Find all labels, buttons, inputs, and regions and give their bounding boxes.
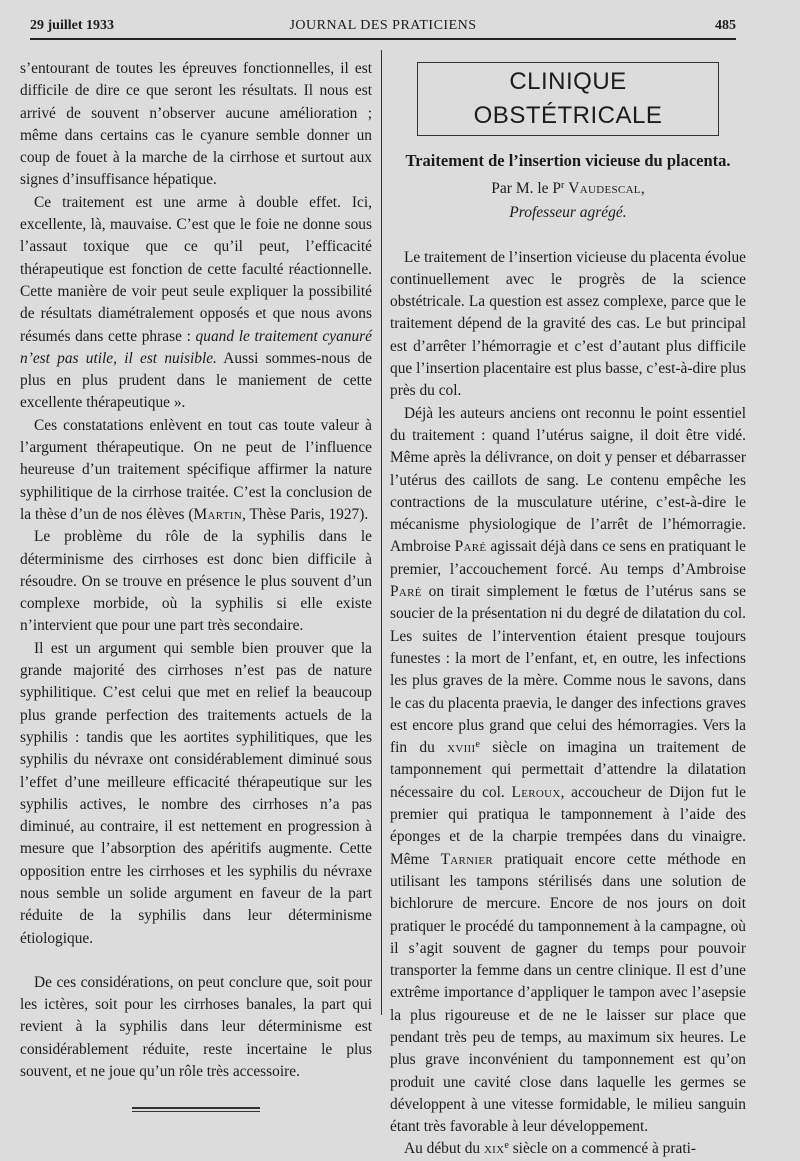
journal-title: JOURNAL DES PRATICIENS bbox=[289, 18, 477, 33]
name-tarnier: Tarnier bbox=[440, 850, 494, 868]
conclusion-paragraph: De ces considérations, on peut conclure que, soit pour les ictères, soit pour les cirrhoses banales, la part qui revient à la syphilis dans leur déterminisme est considérablement réduite, reste incertaine le plus souvent, et ne joue qu’un rôle très accessoire. bbox=[20, 973, 372, 1081]
section-heading: CLINIQUE OBSTÉTRICALE bbox=[417, 62, 719, 136]
paragraph: Au début du xix$^e$ siècle on a commencé à prati- bbox=[404, 1140, 697, 1158]
emphasis-quote: quand le traitement cyanuré n’est pas utile, il est nuisible. bbox=[20, 327, 372, 367]
author-name: Vaudescal bbox=[568, 180, 641, 197]
article-author: Par M. le $P^r$ Vaudescal, bbox=[491, 180, 645, 197]
name-pare: Paré bbox=[390, 583, 422, 601]
paragraph: Il est un argument qui semble bien prouver que la grande majorité des cirrhoses n’est pas de nature syphilitique. C’est celui que met en relief la beaucoup plus grande perfection des traitements actuels de la syphilis : tandis que les aortites syphilitiques, que les syphilis du névraxe ont considérablement diminué sous l’effet d’une meilleure efficacité thérapeutique sur les syphilis actives, le nombre des cirrhoses n’a pas diminué, au contraire, il est nettement en progression à mesure que l’absorption des apéritifs augmente. Cette opposition entre les cirrhoses et les syphilis du névraxe nous semble un solide argument en faveur de la part réduite de la syphilis dans leur déterminisme étiologique. bbox=[20, 639, 372, 947]
issue-date: 29 juillet 1933 bbox=[30, 18, 114, 33]
paragraph: Le traitement de l’insertion vicieuse du placenta évolue continuellement avec le progrès de la science obstétricale. La question est assez complexe, parce que le traitement dépend de la gravité des cas. Le but principal est d’arrêter l’hémorragie et c’est d’autant plus difficile que l’insertion placentaire est plus basse, c’est-à-dire plus près du col. bbox=[390, 248, 746, 400]
name-leroux: Leroux bbox=[511, 783, 561, 801]
author-citation: Martin bbox=[193, 505, 242, 523]
article-title: Traitement de l’insertion vicieuse du placenta. bbox=[405, 151, 731, 170]
paragraph: Ces constatations enlèvent en tout cas toute valeur à l’argument thérapeutique. On ne peut de l’influence heureuse d’un traitement spécifique affirmer la nature syphilitique de la cirrhose traitée. C’est la conclusion de la thèse d’un de nos élèves (Martin, Thèse Paris, 1927). bbox=[20, 416, 372, 523]
left-column bbox=[20, 58, 372, 1112]
paragraph: Ce traitement est une arme à double effet. Ici, excellente, là, mauvaise. C’est que le foie ne donne sous l’assaut toxique que ce qu’il peut, l’efficacité thérapeutique est fonction de cette faculté réactionnelle. Cette manière de voir peut seule expliquer la possibilité de résultats diamétralement opposés et que nous avons résumés dans cette phrase : quand le traitement cyanuré n’est pas utile, il est nuisible. Aussi sommes-nous de plus en plus prudent dans le maniement de cette excellente thérapeutique ». bbox=[20, 193, 372, 412]
name-pare: Paré bbox=[454, 538, 487, 556]
author-role: Professeur agrégé. bbox=[509, 204, 627, 222]
article-body bbox=[390, 247, 746, 1161]
paragraph: Déjà les auteurs anciens ont reconnu le point essentiel du traitement : quand l’utérus saigne, il doit être vidé. Même après la délivrance, on doit y penser et débarrasser l’utérus des caillots de sang. Le contenu empêche les contractions de la musculature utérine, c’est-à-dire le mécanisme physiologique de l’arrêt de l’hémorragie. Ambroise Paré agissait déjà dans ce sens en pratiquant le premier, l’accouchement forcé. Au temps d’Ambroise Paré on tirait simplement le fœtus de l’utérus sans se soucier de la présentation ni du degré de dilatation du col. Les suites de l’intervention étaient presque toujours funestes : la mort de l’enfant, et, en outre, les infections les plus graves de la mère. Comme nous le savons, dans le cas du placenta praevia, le danger des infections graves est encore plus grand que celui des hémorragies. Vers la fin du xviii$^e$ siècle on imagina un traitement de tamponnement qui permettait d’attendre la dilatation nécessaire du col. Leroux, accoucheur de Dijon fut le premier qui pratiqua le tamponnement à l’aide des éponges et de la charpie trempées dans du vinaigre. Même Tarnier pratiquait encore cette méthode en utilisant les tampons stérilisés dans une solution de bichlorure de mercure. Encore de nos jours on doit pratiquer le procédé du tamponnement à la campagne, où il s’agit souvent de gagner du temps pour pouvoir transporter la femme dans un centre clinique. Il est d’une extrême importance d’appliquer le tampon avec l’asepsie la plus rigoureuse et de ne le laisser sur place que pendant très peu de temps, au maximum six heures. Le plus grave inconvénient du tamponnement est qu’on produit une cavité close dans laquelle les germes se développent à une vitesse formidable, le milieu sanguin étant très favorable à leur développement. bbox=[390, 404, 747, 1136]
end-rule bbox=[132, 1107, 260, 1112]
right-column bbox=[390, 58, 746, 1161]
paragraph: Le problème du rôle de la syphilis dans le déterminisme des cirrhoses est donc bien difficile à résoudre. On se trouve en présence le plus souvent d’un complexe morbide, où la syphilis si elle existe n’intervient que pour une part très secondaire. bbox=[20, 528, 372, 635]
column-divider bbox=[381, 50, 382, 1015]
running-header bbox=[30, 16, 736, 40]
page-number: 485 bbox=[715, 18, 736, 33]
paragraph: s’entourant de toutes les épreuves fonctionnelles, il est difficile de dire ce que seront les résultats. Il nous est arrivé de souvent n’observer aucune amélioration ; même dans certains cas le cyanure semble donner un coup de fouet à la marche de la cirrhose et surtout aux signes d’insuffisance hépatique. bbox=[20, 60, 372, 189]
